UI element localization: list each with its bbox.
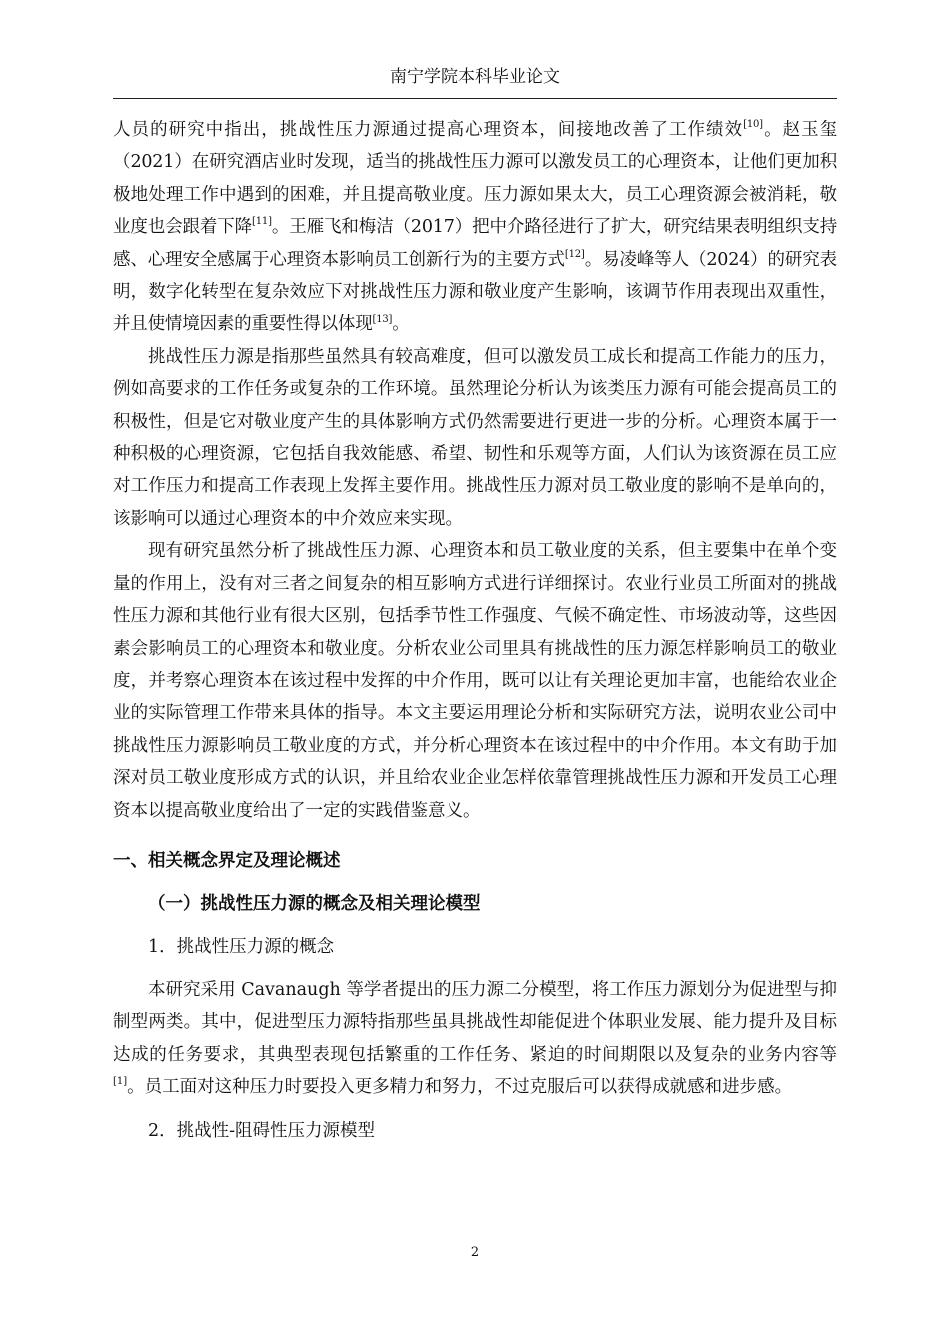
paragraph-3: 现有研究虽然分析了挑战性压力源、心理资本和员工敬业度的关系，但主要集中在单个变量的作用上，没有对三者之间复杂的相互影响方式进行详细探讨。农业行业员工所面对的挑战性压力源和其他行业有很大区别，包括季节性工作强度、气候不确定性、市场波动等，这些因素会影响员工的心理资本和敬业度。分析农业公司里具有挑战性的压力源怎样影响员工的敬业度，并考察心理资本在该过程中发挥的中介作用，既可以让有关理论更加丰富，也能给农业企业的实际管理工作带来具体的指导。本文主要运用理论分析和实际研究方法，说明农业公司中挑战性压力源影响员工敬业度的方式，并分析心理资本在该过程中的中介作用。本文有助于加深对员工敬业度形成方式的认识，并且给农业企业怎样依靠管理挑战性压力源和开发员工心理资本以提高敬业度给出了一定的实践借鉴意义。	[113, 541, 837, 821]
citation-1: [1]	[113, 1076, 128, 1088]
paragraph-1-text-4: 。易凌峰等人（2024）的研究表明，数字化转型在复杂效应下对挑战性压力源和敬业度产生影响，该调节作用表现出双重性，并且使情境因素的重要性得以体现	[113, 249, 837, 335]
paragraph-1-text-5: 。	[392, 314, 410, 335]
citation-11: [11]	[252, 216, 272, 228]
paragraph-2: 挑战性压力源是指那些虽然具有较高难度，但可以激发员工成长和提高工作能力的压力，例如高要求的工作任务或复杂的工作环境。虽然理论分析认为该类压力源有可能会提高员工的积极性，但是它对敬业度产生的具体影响方式仍然需要进行更进一步的分析。心理资本属于一种积极的心理资源，它包括自我效能感、希望、韧性和乐观等方面，人们认为该资源在员工应对工作压力和提高工作表现上发挥主要作用。挑战性压力源对员工敬业度的影响不是单向的，该影响可以通过心理资本的中介效应来实现。	[113, 346, 837, 529]
header-rule	[113, 98, 837, 99]
citation-12: [12]	[564, 248, 585, 260]
paragraph-4-text-2: 。员工面对这种压力时要投入更多精力和努力，不过克服后可以获得成就感和进步感。	[127, 1077, 793, 1098]
page-number: 2	[470, 1245, 480, 1260]
subsubsection-heading-1: 1．挑战性压力源的概念	[148, 936, 335, 957]
paragraph-1-text-2: 。赵玉玺（2021）在研究酒店业时发现，适当的挑战性压力源可以激发员工的心理资本，让他们更加积极地处理工作中遇到的困难，并且提高敬业度。压力源如果太大，员工心理资源会被消耗，敬业度也会跟着下降	[113, 120, 837, 238]
paragraph-1	[113, 114, 837, 341]
section-heading-1: 一、相关概念界定及理论概述	[113, 850, 341, 871]
paragraph-4-text: 本研究采用 Cavanaugh 等学者提出的压力源二分模型，将工作压力源划分为促进型与抑制型两类。其中，促进型压力源特指那些虽具挑战性却能促进个体职业发展、能力提升及目标达成的任务要求，其典型表现包括繁重的工作任务、紧迫的时间期限以及复杂的业务内容等	[113, 979, 837, 1065]
paragraph-4	[113, 974, 837, 1104]
body-text	[113, 114, 837, 1147]
citation-10: [10]	[743, 119, 763, 131]
running-header: 南宁学院本科毕业论文	[390, 67, 560, 87]
subsection-heading-1: （一）挑战性压力源的概念及相关理论模型	[148, 893, 481, 914]
paragraph-1-text-3: 。王雁飞和梅洁（2017）把中介路径进行了扩大，研究结果表明组织支持感、心理安全感属于心理资本影响员工创新行为的主要方式	[113, 217, 837, 270]
citation-13: [13]	[372, 313, 393, 325]
subsubsection-heading-2: 2．挑战性-阻碍性压力源模型	[148, 1120, 376, 1141]
paragraph-1-text: 人员的研究中指出，挑战性压力源通过提高心理资本，间接地改善了工作绩效	[113, 120, 744, 140]
